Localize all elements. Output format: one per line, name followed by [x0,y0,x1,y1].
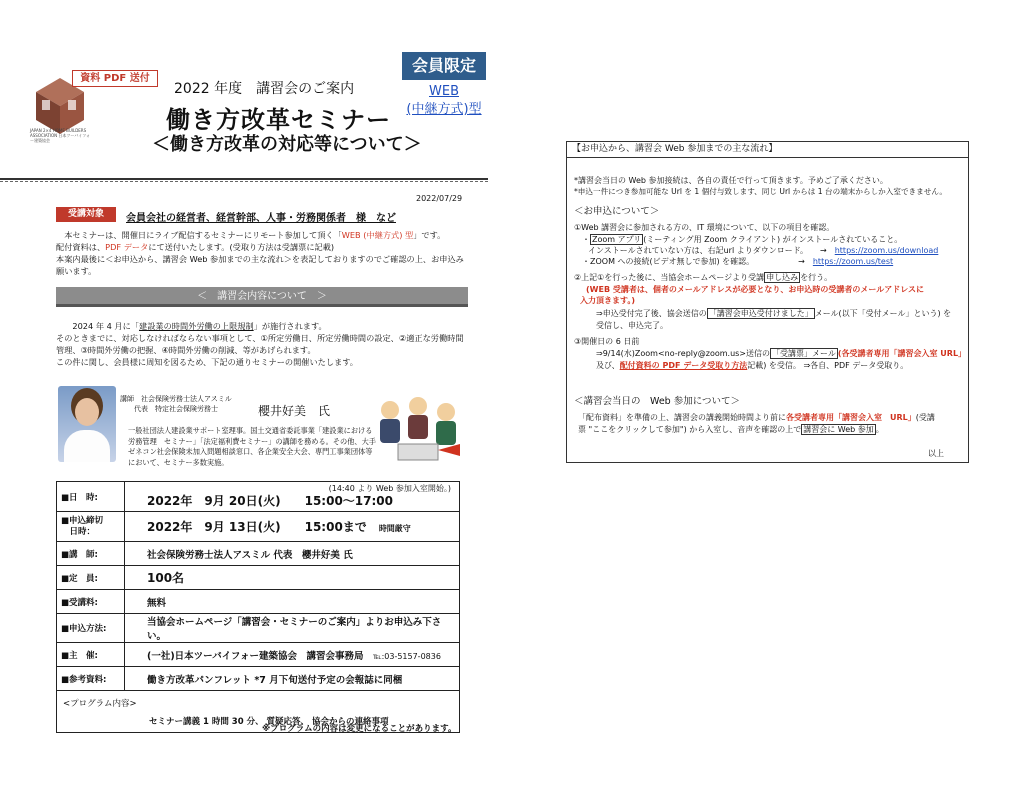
year-line: 2022 年度 講習会のご案内 [174,81,355,97]
row-key: ■申込締切 日時： [57,512,125,542]
deadline-datetime: 2022年 9月 13日(火) 15:00まで [147,520,367,534]
speaker-bio: 一般社団法人建設業サポート室理事。国土交通省委託事業「建設業における労務管理 セミナー」「法定福利費セミナー」の講師を務める。その他、大手ゼネコン社会保険未加入問題相談窓口、各企業安全大会、専門工事業団体等において、セミナー多数実施。 [128,426,376,467]
table-row [57,482,460,512]
day-instruction-2: 票 "ここをクリックして参加") から入室し、音声を確認の上で 講習会に Web 参加 。 [578,425,884,434]
seminar-info-table [56,481,460,733]
intro-text: 本セミナーは、開催日にライブ配信するセミナーにリモート参加して頂く「WEB (中継方式) 型」です。 配付資料は、PDF データにて送付いたします。(受取り方法は受講票に記載) 本案内最後に＜お申込から、講習会 Web 参加までの主な流れ＞を表記しておりますのでご確認の上、お申込み願います。 [56,230,464,276]
organizer-phone: ℡:03-5157-0836 [372,651,441,661]
flow-note-1: *講習会当日の Web 参加接続は、各自の責任で行って頂きます。予めご了承ください。 [574,176,888,185]
application-method-value: 当協会ホームページ「講習会・セミナーのご案内」よりお申込み下さい。 [125,614,460,643]
fee-value: 無料 [125,590,460,614]
workers-illustration [368,392,468,468]
row-key: ■日 時: [57,482,125,512]
content-text: 2024 年 4 月に「建設業の時間外労働の上限規制」が施行されます。 そのときまでに、対応しなければならない事項として、①所定労働日、所定労働時間の設定、②適正な労働時間管理、③時間外労働の把握、④時間外労働の削減、等があげられます。 この件に関し、会員様に周知を図るため、下記の通りセミナーの開催いたします。 [56,321,464,367]
table-row [57,566,460,590]
page-subtitle: ＜働き方改革の対応等について＞ [152,134,422,155]
table-row [57,667,460,691]
step-1: ①Web 講習会に参加される方の、IT 環境について、以下の項目を確認。 [574,223,835,232]
step-2-confirm: ⇒申込受付完了後、協会送信の 「講習会申込受付けました」 メール(以下「受付メール」という) を [596,309,952,318]
entry-open-note: (14:40 より Web 参加入室開始。) [328,484,451,493]
step-1c: ・ZOOM への接続(ビデオ無しで参加) を確認。 → https://zoom.us/test [582,257,894,266]
row-key: ■参考資料: [57,667,125,691]
table-row [57,512,460,542]
row-key: ■受講料: [57,590,125,614]
step-2-complete: 受信し、申込完了。 [596,321,668,330]
target-tag: 受講対象 [56,207,116,222]
deadline-strict-label: 時間厳守 [378,524,411,533]
row-key: ■講 師: [57,542,125,566]
organizer-value: (一社)日本ツーバイフォー建築協会 講習会事務局 [147,650,364,662]
program-change-note: ※プログラムの内容は変更になることがあります。 [262,724,457,734]
day-instruction-1: 「配布資料」を準備の上、講習会の講義開始時間より前に各受講者専用「講習会入室 URL」(受講 [578,413,935,422]
end-mark: 以上 [928,449,944,458]
download-link[interactable]: https://zoom.us/download [834,246,939,255]
logo-caption: JAPAN 2×4 HOME BUILDERS ASSOCIATION 日本ツーバイフォー建築協会 [30,128,90,143]
web-type-sublabel: (中継方式)型 [406,102,482,117]
section-header: ＜ 講習会内容について ＞ [56,287,468,307]
lecturer-value: 社会保険労務士法人アスミル 代表 櫻井好美 氏 [125,542,460,566]
flow-title: 【お申込から、講習会 Web 参加までの主な流れ】 [566,141,969,158]
program-text: セミナー講義 1 時間 30 分、 質疑応答、 協会からの連絡事項 [149,716,389,727]
issue-date: 2022/07/29 [416,194,463,203]
capacity-value: 100名 [125,566,460,590]
apply-heading: ＜お申込について＞ [574,206,660,217]
step-3-receive: 及び、配付資料の PDF データ受取り方法記載) を受信。 ⇒各自、PDF データ受取り。 [596,361,909,370]
step-1a: ・ Zoom アプリ (ミーティング用 Zoom クライアント) がインストールされていること。 [582,235,903,244]
step-3-mail: ⇒9/14(水)Zoom<no-reply@zoom.us>送信の 「受講票」メール (各受講者専用「講習会入室 URL」 [596,349,967,358]
table-row [57,590,460,614]
header-divider [0,178,488,182]
test-link[interactable]: https://zoom.us/test [812,257,894,266]
target-audience: 会員会社の経営者、経営幹部、人事・労務関係者 様 など [126,213,396,224]
table-row [57,614,460,643]
reference-material-value: 働き方改革パンフレット *7 月下旬送付予定の会報誌に同梱 [125,667,460,691]
row-key: ■申込方法: [57,614,125,643]
speaker-photo [58,386,116,462]
pdf-tag: 資料 PDF 送付 [72,70,158,87]
step-2: ②上記①を行った後に、当協会ホームページより受講 申し込み を行う。 [574,273,833,282]
step-2-note-2: 入力頂きます。) [580,296,636,305]
step-2-note: (WEB 受講者は、個者のメールアドレスが必要となり、お申込時の受講者のメールアドレスに [586,285,925,294]
member-only-badge: 会員限定 [402,52,486,80]
step-3: ③開催日の 6 日前 [574,337,640,346]
row-key: ■主 催: [57,643,125,667]
table-row [57,542,460,566]
step-1b: インストールされていない方は、右記url よりダウンロード。 → https://zoom.us/download [588,246,939,255]
day-heading: ＜講習会当日の Web 参加について＞ [574,396,741,407]
flow-note-2: *申込一件につき参加可能な Url を 1 個付与致します、同じ Url からは 1 台の端末からしか入室できません。 [574,187,947,196]
event-datetime: 2022年 9月 20日(火) 15:00～17:00 [147,494,393,508]
speaker-affiliation: 講師 社会保険労務士法人アスミル 代表 特定社会保険労務士 [120,395,232,413]
web-type-label: WEB [429,84,459,99]
page-title: 働き方改革セミナー [166,106,391,134]
table-row [57,643,460,667]
speaker-name: 櫻井好美 氏 [258,404,331,418]
program-label: <プログラム内容> [63,698,137,709]
row-key: ■定 員: [57,566,125,590]
